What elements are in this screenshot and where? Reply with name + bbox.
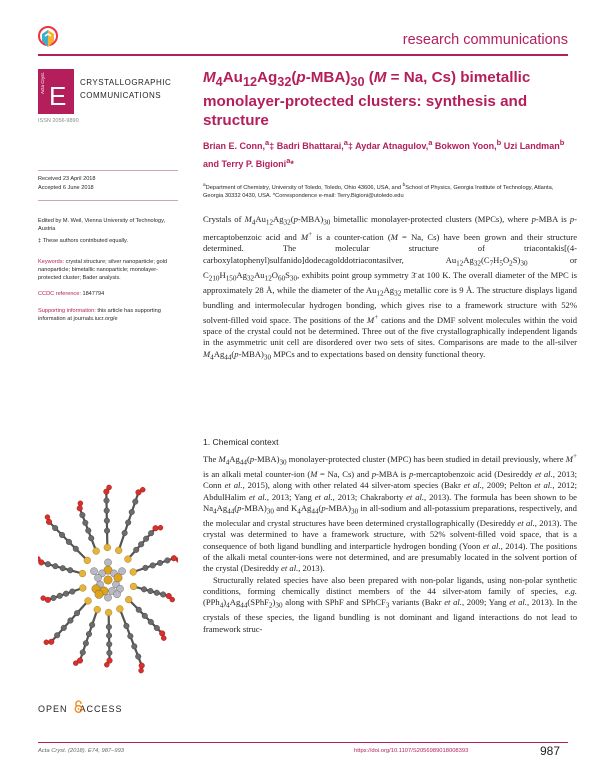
oxygen-atom xyxy=(46,519,52,525)
sulfur-atom xyxy=(79,585,86,592)
carbon-atom xyxy=(66,539,72,545)
oxygen-atom xyxy=(170,597,175,602)
oxygen-atom xyxy=(78,501,83,506)
oxygen-atom xyxy=(171,555,177,561)
carbon-atom xyxy=(63,591,69,597)
open-access-lock-icon xyxy=(74,700,83,713)
affiliations: $^a$Department of Chemistry, University of Toledo, Toledo, Ohio 43606, USA, and $^b$School of Physics, Georgia Institute of Technology, Atlanta, Georgia 30332 0430, USA. *Correspondence e-mail: Terry.Bigioni@utoledo.edu xyxy=(203,183,554,199)
carbon-atom xyxy=(157,560,163,566)
carbon-atom xyxy=(129,509,135,515)
gold-atom xyxy=(104,576,112,584)
carbon-atom xyxy=(165,558,171,564)
author-list: Brian E. Conn,$^a$‡ Badri Bhattarai,$^a$‡ Aydar Atnagulov,$^a$ Bokwon Yoon,$^b$ Uzi Landman$^b$ and Terry P. Bigioni$^a$* xyxy=(203,138,565,169)
accepted-date: Accepted 6 June 2018 xyxy=(38,185,94,191)
oxygen-atom xyxy=(159,631,165,637)
carbon-atom xyxy=(150,563,156,569)
oxygen-atom xyxy=(140,487,145,492)
carbon-atom xyxy=(83,520,89,526)
footer-citation: Acta Cryst. (2018). E74, 987–993 xyxy=(38,748,125,754)
silver-atom xyxy=(94,574,101,581)
sulfur-atom xyxy=(79,570,86,577)
carbon-atom xyxy=(61,625,67,631)
carbon-atom xyxy=(73,546,79,552)
oxygen-atom xyxy=(153,525,159,531)
carbon-atom xyxy=(136,607,142,613)
equal-contribution-note: ‡ These authors contributed equally. xyxy=(38,238,128,244)
carbon-atom xyxy=(67,567,73,573)
carbon-atom xyxy=(85,528,91,534)
carbon-atom xyxy=(107,650,113,656)
gold-atom xyxy=(114,574,122,582)
silver-atom xyxy=(90,568,97,575)
carbon-atom xyxy=(53,563,59,569)
paragraph: Structurally related species have also been prepared with non-polar ligands, using non-polar synthetic conditions, forming chemically distinct members of the 44 silver-atom family of species, e.g. $(PPh_4)_4Ag_{44}(SPhF_2)_{30}$ along with SPhF and SPhCF$_3$ variants (Bakr et al., 2009; Yang et al., 2013). In the crystals of these species, the ligand bundling is not dominant and ligand interactions do not lead to framework struc- xyxy=(203,574,578,634)
carbon-atom xyxy=(135,654,141,660)
paragraph: The $M_4Ag_{44}(p-MBA)_{30}$ monolayer-protected cluster (MPC) has been studied in detail previously, where M+ is an alkali metal counter-ion (M = Na, Cs) and p-MBA is p-mercaptobenzoic acid (Desireddy et al., 2013; Conn et al., 2015), along with other related 44 silver-atom species (Bakr et al., 2009; Pelton et al., 2012; AbdulHalim et al., 2013; Yang et al., 2013; Chakraborty et al., 2013). The formula has been shown to be $Na_4Ag_{44}(p-MBA)_{30}$ and $K_4Ag_{44}(p-MBA)_{30}$ in all-sodium and all-potassium preparations, respectively, and the molecular and crystal structures have been determined crystallographically (Desireddy et al., 2013). The crystal was determined to have a framework structure, with 52% solvent-filled void space, that is a consequence of both ligand bundling and interparticle hydrogen bonding (Yoon et al., 2014). The positions of the alkali metal counter-ions were not determined, and are presumably located in the solvent portion of the crystal (Desireddy et al., 2013). xyxy=(203,452,578,574)
oxygen-atom xyxy=(139,668,144,673)
margin-divider xyxy=(38,170,178,171)
sulfur-atom xyxy=(125,556,132,563)
ccdc-reference: CCDC reference: 1847794 xyxy=(38,291,105,297)
carbon-atom xyxy=(51,595,57,601)
carbon-atom xyxy=(80,512,86,518)
carbon-atom xyxy=(133,547,139,553)
carbon-atom xyxy=(68,618,74,624)
edited-by: Edited by M. Weil, Vienna University of Technology, Austria xyxy=(38,218,166,233)
issn: ISSN 2056-9890 xyxy=(38,118,79,124)
carbon-atom xyxy=(125,520,131,526)
carbon-atom xyxy=(124,623,130,629)
carbon-atom xyxy=(86,631,92,637)
margin-divider xyxy=(38,200,178,201)
oxygen-atom xyxy=(41,596,46,601)
article-title: $M_4Au_{12}Ag_{32}(p-MBA)_{30}$ (M = Na, Cs) bimetallic monolayer-protected clusters: synthesis and structure xyxy=(203,69,531,130)
oxygen-atom xyxy=(45,597,51,603)
carbon-atom xyxy=(138,541,144,547)
sulfur-atom xyxy=(104,544,111,551)
section-title: research communications xyxy=(402,32,568,48)
abstract: Crystals of $M_4Au_{12}Ag_{32}(p-MBA)_{30}$ bimetallic monolayer-protected clusters (MPCs), where p-MBA is p-mercaptobenzoic acid and M+ is a counter-cation (M = Na, Cs) have been grown and their structure determined. The molecular structure of triacontakis[(4-carboxylatophenyl)sulfanido]dodecagolddotriacontasilver, $Au_{12}Ag_{32}(C_7H_5O_2S)_{30}$ or $C_{210}H_{150}Ag_{32}Au_{12}O_{60}S_{30}$, exhibits point group symmetry 3̄ at 100 K. The overall diameter of the MPC is approximately 28 Å, while the diameter of the $Au_{12}Ag_{32}$ metallic core is 9 Å. The structure displays ligand bundling and intermolecular hydrogen bonding, which gives rise to a framework structure with 52% solvent-filled void space. The positions of the M+ cations and the DMF solvent molecules within the void space of the crystal could not be determined. Three out of the five crystallographically independent ligands in the asymmetric unit cell are disordered over two sets of sites. Comparisons are made to the all-silver $M_4Ag_{44}(p-MBA)_{30}$ MPCs and to expectations based on density functional theory. xyxy=(203,214,578,362)
body-text xyxy=(203,451,577,635)
journal-abbrev: Acta Cryst. xyxy=(40,72,45,95)
carbon-atom xyxy=(74,610,80,616)
carbon-atom xyxy=(148,588,154,594)
section-heading: 1. Chemical context xyxy=(203,437,279,447)
crossmark-icon[interactable] xyxy=(38,26,58,50)
carbon-atom xyxy=(70,589,76,595)
carbon-atom xyxy=(154,625,160,631)
gold-atom xyxy=(95,590,103,598)
carbon-atom xyxy=(148,530,154,536)
carbon-atom xyxy=(104,508,110,514)
supporting-information[interactable]: Supporting information: this article has supporting information at journals.iucr.org/e xyxy=(38,308,161,323)
carbon-atom xyxy=(52,525,58,531)
oxygen-atom xyxy=(44,640,49,645)
silver-atom xyxy=(104,594,111,601)
silver-atom xyxy=(113,591,120,598)
oxygen-atom xyxy=(161,636,166,641)
carbon-atom xyxy=(122,530,128,536)
molecular-structure-figure xyxy=(38,475,178,685)
carbon-atom xyxy=(104,528,110,534)
sulfur-atom xyxy=(105,609,112,616)
carbon-atom xyxy=(141,587,147,593)
carbon-atom xyxy=(80,650,86,656)
oxygen-atom xyxy=(104,662,109,667)
carbon-atom xyxy=(104,518,110,524)
oxygen-atom xyxy=(77,505,83,511)
journal-letter: E xyxy=(49,81,67,111)
carbon-atom xyxy=(160,592,166,598)
oxygen-atom xyxy=(45,515,50,520)
carbon-atom xyxy=(106,633,112,639)
oxygen-atom xyxy=(73,661,78,666)
journal-name: CRYSTALLOGRAPHIC COMMUNICATIONS xyxy=(80,78,172,100)
header-divider xyxy=(38,54,568,56)
carbon-atom xyxy=(106,641,112,647)
carbon-atom xyxy=(133,499,139,505)
footer-divider xyxy=(38,742,568,743)
carbon-atom xyxy=(45,561,51,567)
sulfur-atom xyxy=(85,597,92,604)
silver-atom xyxy=(104,559,111,566)
sulfur-atom xyxy=(115,547,122,554)
carbon-atom xyxy=(104,498,110,504)
carbon-atom xyxy=(106,624,112,630)
oxygen-atom xyxy=(158,525,163,530)
carbon-atom xyxy=(148,619,154,625)
carbon-atom xyxy=(54,632,60,638)
carbon-atom xyxy=(88,535,94,541)
keywords: Keywords: crystal structure; silver nanoparticle; gold nanoparticle; bimetallic nanoparticle; monolayer-protected cluster; Bader analysis. xyxy=(38,259,168,282)
carbon-atom xyxy=(142,613,148,619)
carbon-atom xyxy=(143,565,149,571)
sulfur-atom xyxy=(93,548,100,555)
oxygen-atom xyxy=(107,485,112,490)
carbon-atom xyxy=(89,622,95,628)
journal-logo xyxy=(38,69,74,114)
silver-atom xyxy=(118,568,125,575)
sulfur-atom xyxy=(116,606,123,613)
footer-doi-link[interactable]: https://doi.org/10.1107/S2056989018008393 xyxy=(354,748,469,754)
sulfur-atom xyxy=(84,557,91,564)
carbon-atom xyxy=(128,633,134,639)
oxygen-atom xyxy=(48,639,54,645)
carbon-atom xyxy=(59,532,65,538)
carbon-atom xyxy=(83,640,89,646)
carbon-atom xyxy=(143,536,149,542)
oxygen-atom xyxy=(139,663,145,669)
received-date: Received 23 April 2018 xyxy=(38,176,96,182)
page-number: 987 xyxy=(540,744,561,758)
sulfur-atom xyxy=(130,583,137,590)
carbon-atom xyxy=(131,644,137,650)
sulfur-atom xyxy=(94,606,101,613)
carbon-atom xyxy=(60,565,66,571)
carbon-atom xyxy=(154,590,160,596)
carbon-atom xyxy=(57,593,63,599)
open-access-label: OPEN ACCESS xyxy=(38,704,123,714)
sulfur-atom xyxy=(125,596,132,603)
sulfur-atom xyxy=(130,569,137,576)
